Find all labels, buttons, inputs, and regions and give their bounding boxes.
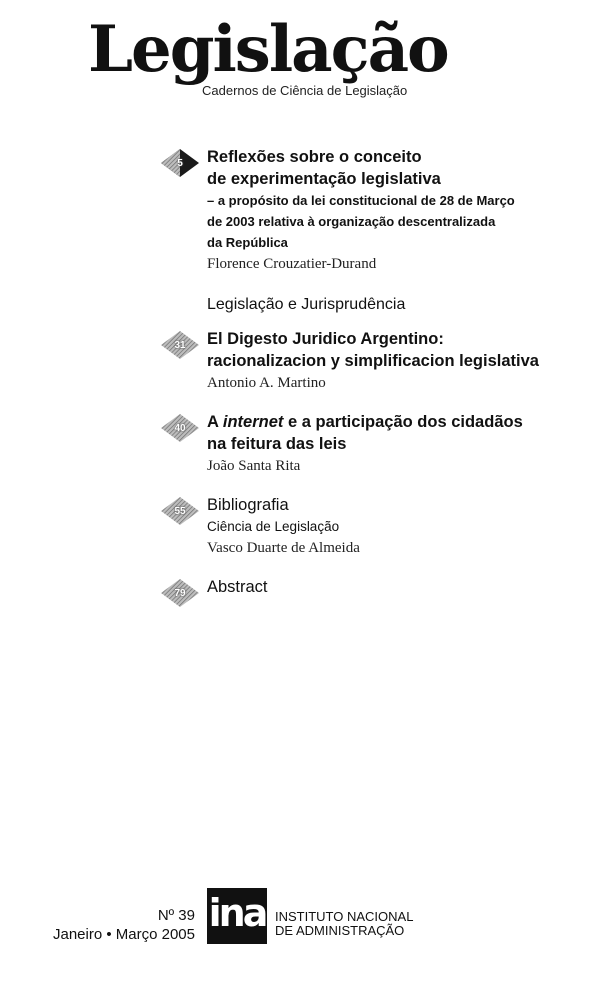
issue-number: Nº 39: [157, 907, 195, 924]
entry-subtitle-line: – a propósito da lei constitucional de 28 de Março: [207, 193, 515, 208]
toc-entry-5[interactable]: [160, 576, 585, 598]
entry-subtitle: Ciência de Legislação: [207, 519, 340, 534]
institute-line: DE ADMINISTRAÇÃO: [275, 923, 405, 938]
entry-title-line: El Digesto Juridico Argentino:: [207, 330, 444, 348]
toc-entry-3[interactable]: [160, 411, 585, 477]
page-number: 40: [174, 422, 186, 434]
entry-title-line: de experimentação legislativa: [207, 170, 441, 188]
toc-entry-1[interactable]: [160, 146, 585, 275]
title-text: e a participação dos cidadãos: [283, 413, 523, 431]
entry-author: Florence Crouzatier-Durand: [207, 256, 377, 272]
title-text: A: [207, 413, 223, 431]
page-badge: [160, 496, 200, 526]
page-number: 5: [177, 157, 183, 169]
journal-title: Legislação: [88, 12, 448, 87]
entry-title: Abstract: [207, 578, 268, 596]
institute-line: INSTITUTO NACIONAL: [275, 909, 414, 924]
page-number: 31: [174, 339, 186, 351]
toc-entry-2[interactable]: [160, 328, 585, 394]
entry-title-line: na feitura das leis: [207, 435, 347, 453]
page-badge: [160, 413, 200, 443]
entry-subtitle-line: da República: [207, 235, 288, 250]
journal-subtitle: Cadernos de Ciência de Legislação: [202, 83, 408, 98]
entry-author: Antonio A. Martino: [207, 375, 326, 391]
entry-author: João Santa Rita: [207, 458, 301, 474]
entry-subtitle-line: de 2003 relativa à organização descentralizada: [207, 214, 496, 229]
issue-info: [53, 906, 195, 944]
issue-date: Janeiro • Março 2005: [53, 926, 195, 943]
ina-logo: ina: [207, 888, 267, 944]
page-badge: [160, 148, 200, 178]
page-badge: [160, 578, 200, 608]
page-number: 55: [174, 505, 186, 517]
entry-title-line: Reflexões sobre o conceito: [207, 148, 422, 166]
masthead: [88, 12, 448, 102]
page-number: 79: [174, 587, 186, 599]
title-italic-word: internet: [222, 413, 284, 431]
section-label: Legislação e Jurisprudência: [207, 296, 406, 313]
entry-author: Vasco Duarte de Almeida: [207, 540, 360, 556]
entry-title-line: [207, 411, 585, 433]
toc-entry-4[interactable]: [160, 494, 585, 559]
table-of-contents: [160, 146, 585, 598]
entry-title-line: racionalizacion y simplificacion legislativa: [207, 352, 539, 370]
entry-title: Bibliografia: [207, 496, 289, 514]
page-badge: [160, 330, 200, 360]
institute-name: [275, 910, 413, 938]
